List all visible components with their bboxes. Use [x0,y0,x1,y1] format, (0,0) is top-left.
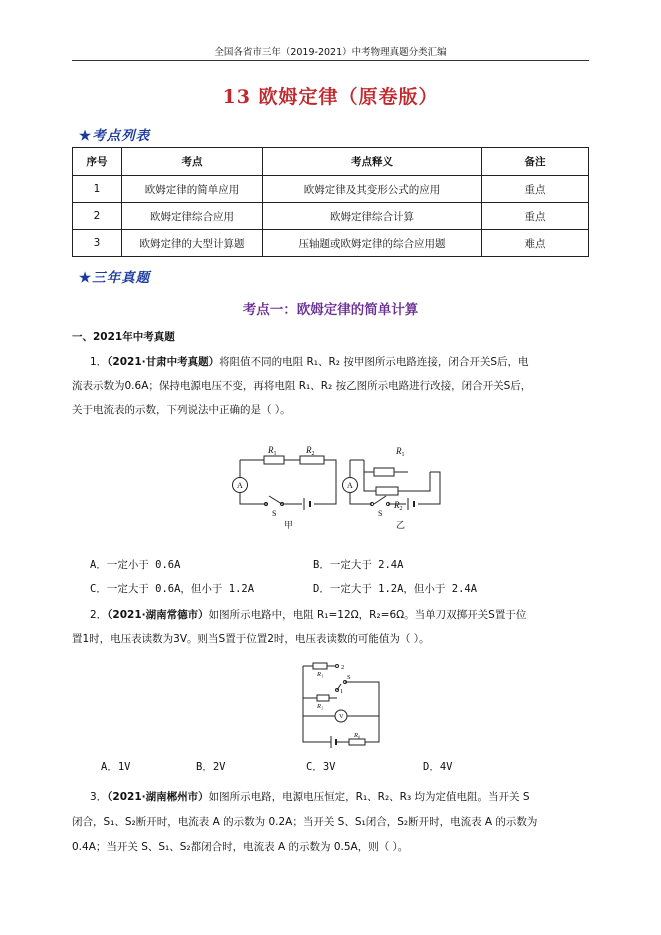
table-row [73,203,589,230]
kaodian-table [72,147,589,257]
q1-yi-label: 乙 [396,520,406,530]
q2-circuit-figure [291,660,385,750]
q1-source: （2021·甘肃中考真题） [107,356,220,368]
table-header-cell: 备注 [482,148,589,176]
star-icon: ★ [79,128,93,144]
q1-line2: 流表示数为0.6A；保持电源电压不变，再将电阻 R₁、R₂ 按乙图所示电路进行改接，闭合开关S后， [72,380,532,392]
table-cell: 欧姆定律及其变形公式的应用 [263,176,482,203]
q1-number: 1． [90,356,108,368]
q3-line3: 0.4A；当开关 S、S₁、S₂都闭合时，电流表 A 的示数为 0.5A，则（ ）。 [72,841,409,853]
table-cell: 欧姆定律的大型计算题 [122,230,263,257]
table-cell: 欧姆定律的简单应用 [122,176,263,203]
q2-source: （2021·湖南常德市） [107,609,209,621]
q2-line1 [90,603,589,627]
q2-number: 2． [90,609,108,621]
q1-yi-ammeter-label: A [347,481,353,490]
header-divider [72,60,589,61]
table-cell: 2 [73,203,122,230]
q2-option-c[interactable]: C．3V [306,761,336,773]
q2-r2-label: R₂ [317,703,324,710]
q1-jia-label: 甲 [284,520,294,530]
q1-option-d[interactable]: D．一定大于 1.2A，但小于 2.4A [313,583,478,595]
table-cell: 欧姆定律综合应用 [122,203,263,230]
q1-line1 [90,350,589,374]
table-cell: 1 [73,176,122,203]
q2-option-b[interactable]: B．2V [196,761,226,773]
section-kaodian-list-label: 考点列表 [92,128,151,144]
q1-switch-label: S [272,509,277,518]
page-title: 13 欧姆定律（原卷版） [222,86,439,108]
q1-text: 将阻值不同的电阻 R₁、R₂ 按甲图所示电路连接，闭合开关S后，电 [219,356,529,368]
q1-r2-label: $R_2$ [306,445,315,457]
table-header-row [73,148,589,176]
table-cell: 压轴题或欧姆定律的综合应用题 [263,230,482,257]
q3-text: 如图所示电路，电源电压恒定，R₁、R₂、R₃ 均为定值电阻。当开关 S [208,791,530,803]
q1-yi-switch-label: S [378,509,383,518]
q3-number: 3． [90,791,108,803]
table-cell: 3 [73,230,122,257]
q1-yi-r1-label: $R_1$ [396,446,405,458]
q1-ammeter-label: A [237,481,243,490]
q2-voltmeter-label: V [339,713,344,720]
table-cell: 难点 [482,230,589,257]
page-header: 全国各省市三年（2019-2021）中考物理真题分类汇编 [214,47,447,58]
star-icon: ★ [79,270,93,286]
table-row [73,230,589,257]
subheading-2021: 一、2021年中考真题 [72,331,175,343]
q2-pos1-label: 1 [340,688,344,695]
section-three-years-label: 三年真题 [92,270,151,286]
kaodian-heading: 考点一：欧姆定律的简单计算 [242,302,419,318]
table-cell: 欧姆定律综合计算 [263,203,482,230]
table-header-cell: 考点 [122,148,263,176]
q1-option-c[interactable]: C．一定大于 0.6A，但小于 1.2A [90,583,255,595]
q1-option-a[interactable]: A．一定小于 0.6A [90,559,181,571]
table-row [73,176,589,203]
q1-r1-label: $R_1$ [268,445,277,457]
q2-pos2-label: 2 [341,664,345,671]
q2-option-a[interactable]: A．1V [101,761,131,773]
q2-option-d[interactable]: D．4V [423,761,453,773]
table-header-cell: 考点释义 [263,148,482,176]
table-header-cell: 序号 [73,148,122,176]
q2-r0-label: R₀ [354,732,361,739]
section-kaodian-list [79,124,150,144]
table-cell: 重点 [482,203,589,230]
q2-line2: 置1时，电压表读数为3V。则当S置于位置2时，电压表读数的可能值为（ ）。 [72,633,430,645]
section-three-years [79,266,150,286]
q2-r1-label: R₁ [317,671,324,678]
q1-option-b[interactable]: B．一定大于 2.4A [313,559,404,571]
q2-switch-label: S [347,674,351,681]
q3-source: （2021·湖南郴州市） [107,791,209,803]
q1-line3: 关于电流表的示数，下列说法中正确的是（ ）。 [72,404,291,416]
q2-text: 如图所示电路中，电阻 R₁=12Ω，R₂=6Ω。当单刀双掷开关S置于位 [208,609,527,621]
table-cell: 重点 [482,176,589,203]
q1-yi-r2-label: $R_2$ [394,500,403,512]
q3-line1 [90,785,589,809]
q3-line2: 闭合，S₁、S₂断开时，电流表 A 的示数为 0.2A；当开关 S、S₁闭合，S₂断开时，电流表 A 的示数为 [72,816,538,828]
q1-circuit-figure [228,438,460,530]
